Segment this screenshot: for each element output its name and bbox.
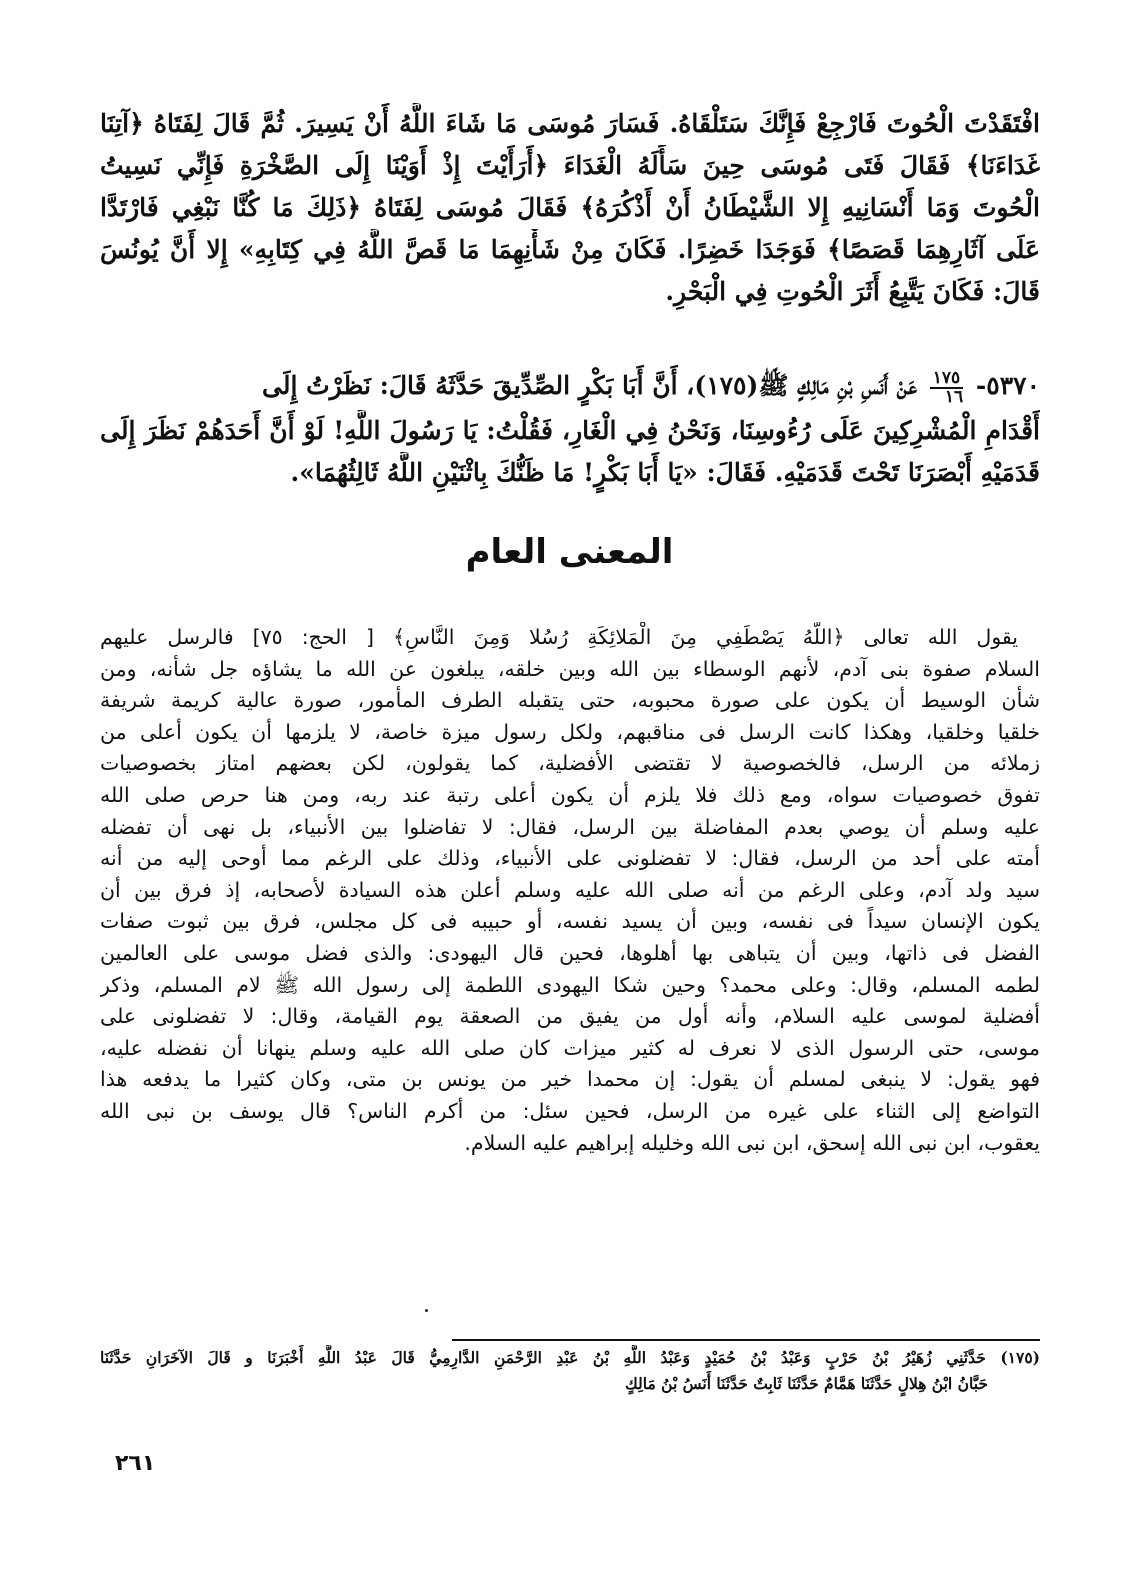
- fraction-numerator: ١٧٥: [930, 370, 963, 389]
- text-line: يكون الإنسان سيداً فى نفسه، وبين أن يسيد نفسه، أو حبيبه فى كل مجلس، فرق بين ثبوت صفات: [100, 909, 1040, 934]
- text-line: قَدَمَيْهِ أَبْصَرَنَا تَحْتَ قَدَمَيْهِ. فَقَالَ: «يَا أَبَا بَكْرٍ! مَا ظَنُّكَ بِاثْنَيْنِ اللَّهُ ثَالِثُهُمَا».: [290, 458, 1040, 487]
- text-line: [100, 362, 1040, 410]
- page-number: ٢٦١: [115, 1451, 156, 1476]
- text-line: يعقوب، ابن نبى الله إسحق، ابن نبى الله وخليله إبراهيم عليه السلام.: [464, 1130, 1040, 1155]
- hadith-text: عَنْ أَنَسِ بْنِ مَالِكٍ ﷺ(١٧٥)، أَنَّ أَبَا بَكْرٍ الصِّدِّيقَ حَدَّثَهُ قَالَ: نَظَرْتُ إِلَى: [262, 371, 918, 400]
- text-line: الفضل فى ذاتها، وبين أن يتباهى بها أهلوها، فحين قال اليهودى: والذى فضل موسى على العالمين: [100, 940, 1040, 965]
- section-heading: المعنى العام: [465, 532, 674, 572]
- stray-mark: [425, 1309, 428, 1312]
- text-line: لطمه المسلم، وقال: وعلى محمد؟ وحين شكا اليهودى اللطمة إلى رسول الله ﷺ لام المسلم، وذكر: [100, 972, 1040, 997]
- text-line: شأن الوسيط أن يكون على صورة محبوبه، حتى يتقبله الطرف المأمور، صورة عالية كريمة شريفة: [100, 688, 1040, 713]
- text-line: غَدَاءَنَا﴾ فَقَالَ فَتَى مُوسَى حِينَ سَأَلَهُ الْغَدَاءَ ﴿أَرَأَيْتَ إِذْ أَوَيْنَا إِلَى الصَّخْرَةِ فَإِنِّي نَسِيتُ: [100, 151, 1040, 180]
- footnote-line: (١٧٥) حَدَّثَنِي زُهَيْرُ بْنُ حَرْبٍ وَعَبْدُ بْنُ حُمَيْدٍ وَعَبْدُ اللَّهِ بْنُ عَبْدِ الرَّحْمَنِ الدَّارِمِيُّ قَالَ عَبْدُ اللَّهِ أَخْبَرَنَا و قَالَ الآخَرَانِ حَدَّثَنَا: [100, 1348, 1040, 1367]
- text-line: عَلَى آثَارِهِمَا قَصَصًا﴾ فَوَجَدَا خَضِرًا. فَكَانَ مِنْ شَأْنِهِمَا مَا قَصَّ اللَّهُ فِي كِتَابِهِ» إِلا أَنَّ يُونُسَ: [100, 235, 1040, 264]
- text-line: التواضع إلى الثناء على غيره من الرسل، فحين سئل: من أكرم الناس؟ قال يوسف بن نبى الله: [100, 1098, 1040, 1123]
- text-line: السلام صفوة بنى آدم، لأنهم الوسطاء بين الله وبين خلقه، يبلغون عن الله ما يشاؤه جل شأنه، ومن: [100, 656, 1040, 681]
- text-line: فهو يقول: لا ينبغى لمسلم أن يقول: إن محمدا خير من يونس بن متى، وكان كثيرا ما يدفعه هذا: [100, 1067, 1040, 1092]
- text-line: يقول الله تعالى ﴿اللَّهُ يَصْطَفِي مِنَ الْمَلائِكَةِ رُسُلا وَمِنَ النَّاسِ﴾ [ الحج: ٧٥] فالرسل عليهم: [100, 625, 1018, 649]
- footnote-separator: [452, 1339, 1040, 1341]
- fraction-denominator: ١٦: [944, 386, 964, 407]
- footnote: [100, 1345, 1040, 1397]
- text-line: خلقيا وخلقيا، وهكذا كانت الرسل فى مناقبهم، ولكل رسول ميزة خاصة، لا يلزمها أن يكون أعلى من: [100, 719, 1040, 744]
- prev-narration: [100, 103, 1040, 313]
- text-line: قَالَ: فَكَانَ يَتَّبِعُ أَثَرَ الْحُوتِ فِي الْبَحْرِ.: [665, 277, 1040, 306]
- text-line: موسى، حتى الرسول الذى لا نعرف له كثير ميزات كان صلى الله عليه وسلم ينهانا أن نفضله عليه،: [100, 1035, 1040, 1060]
- text-line: أَقْدَامِ الْمُشْرِكِينَ عَلَى رُءُوسِنَا، وَنَحْنُ فِي الْغَارِ، فَقُلْتُ: يَا رَسُولَ اللَّهِ! لَوْ أَنَّ أَحَدَهُمْ نَظَرَ إِلَى: [100, 416, 1040, 445]
- text-line: افْتَقَدْتَ الْحُوتَ فَارْجِعْ فَإِنَّكَ سَتَلْقَاهُ. فَسَارَ مُوسَى مَا شَاءَ اللَّهُ أَنْ يَسِيرَ. ثُمَّ قَالَ لِفَتَاهُ ﴿آتِنَا: [100, 109, 1040, 138]
- text-line: عليه وسلم أن يوصي بعدم المفاضلة بين الرسل، فقال: لا تفاضلوا بين الأنبياء، بل نهى أن تفضله: [100, 814, 1040, 839]
- text-line: سيد ولد آدم، وعلى الرغم من أنه صلى الله عليه وسلم أعلن هذه السيادة لأصحابه، إذ فرق بين أن: [100, 877, 1040, 902]
- text-line: أمته على أحد من الرسل، فقال: لا تفضلونى على الأنبياء، وذلك على الرغم مما أوحى إليه من أنه: [100, 846, 1040, 871]
- hadith-cross-reference: [930, 367, 964, 407]
- text-line: الْحُوتَ وَمَا أَنْسَانِيهِ إِلا الشَّيْطَانُ أَنْ أَذْكُرَهُ﴾ فَقَالَ مُوسَى لِفَتَاهُ ﴿ذَلِكَ مَا كُنَّا نَبْغِي فَارْتَدَّا: [100, 193, 1040, 222]
- hadith-number: ٥٣٧٠-: [975, 371, 1040, 400]
- hadith-5370: [100, 362, 1040, 494]
- text-line: تفوق خصوصيات سواه، ومع ذلك فلا يلزم أن يكون أعلى رتبة عند ربه، ومن هنا حرص صلى الله: [100, 782, 1040, 807]
- text-line: أفضلية لموسى عليه السلام، وأنه أول من يفيق من الصعقة يوم القيامة، وقال: لا تفضلونى على: [100, 1004, 1040, 1029]
- text-line: زملائه من الرسل، فالخصوصية لا تقتضى الأفضلية، كما يقولون، لكن بعضهم امتاز بخصوصيات: [100, 751, 1040, 776]
- footnote-line: حَبَّانُ ابْنُ هِلالٍ حَدَّثَنَا هَمَّامٌ حَدَّثَنَا ثَابِتٌ حَدَّثَنَا أَنَسُ بْنُ مَالِكٍ: [624, 1374, 988, 1393]
- commentary: [100, 622, 1040, 1159]
